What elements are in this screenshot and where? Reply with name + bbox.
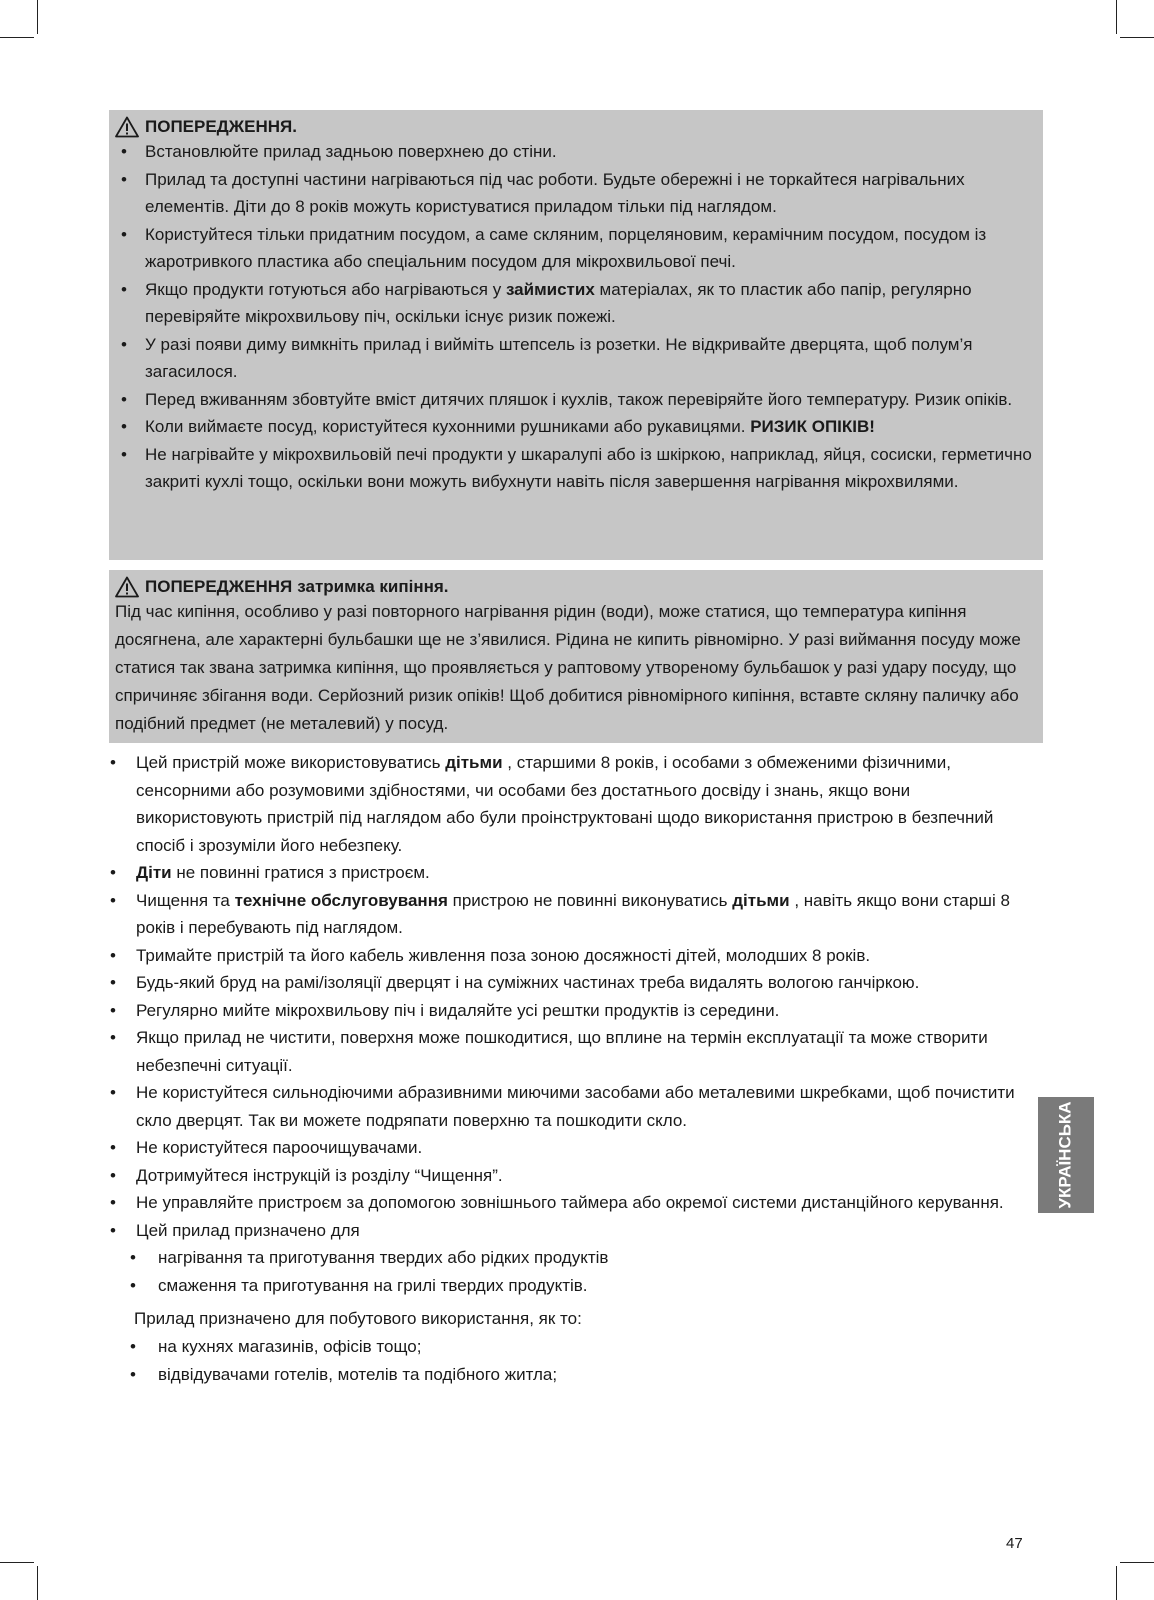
list-item: • нагрівання та приготування твердих або рідких продуктів <box>108 1244 1028 1272</box>
list-item <box>115 221 1033 276</box>
item-text: Тримайте пристрій та його кабель живлення поза зоною досяжності дітей, молодших 8 років. <box>136 945 871 965</box>
item-text: пристрою не повинні виконуватись <box>447 890 733 910</box>
item-text: Не користуйтеся сильнодіючими абразивними миючими засобами або металевими шкребками, щоб почистити скло дверцят. Так ви можете подряпати поверхню та пошкодити скло. <box>136 1083 1015 1130</box>
list-item <box>108 969 1028 997</box>
item-text: Цей прилад призначено для <box>136 1220 360 1240</box>
language-tab-label: УКРАЇНСЬКА <box>1056 1101 1076 1209</box>
item-text: Якщо прилад не чистити, поверхня може пошкодитися, що вплине на термін експлуатації та може створити небезпечні ситуації. <box>136 1028 988 1075</box>
warning-paragraph: Під час кипіння, особливо у разі повторного нагрівання рідин (води), може статися, що температура кипіння досягнена, але характерні бульбашки ще не з’явилися. Рідина не кипить рівномірно. У разі виймання посуду може статися так звана затримка кипіння, що проявляється у раптовому утвореному бульбашок у разі удару посуду, що спричиняє збігання води. Серйозний ризик опіків! Щоб добитися рівномірного кипіння, вставте скляну паличку або подібний предмет (не металевий) у посуд. <box>115 602 1021 733</box>
warning-box-boiling-delay <box>109 570 1043 743</box>
household-text: Прилад призначено для побутового використання, як то: <box>134 1309 582 1328</box>
crop-mark <box>0 37 34 38</box>
safety-list <box>108 749 1028 1244</box>
list-item <box>108 749 1028 859</box>
item-text: Перед вживанням збовтуйте вміст дитячих пляшок і кухлів, також перевіряйте його температуру. Ризик опіків. <box>145 389 1013 409</box>
warning-heading-text: ПОПЕРЕДЖЕННЯ. <box>145 117 297 136</box>
emphasis-text: технічне обслуговування <box>234 890 448 910</box>
purpose-list <box>108 1244 1028 1299</box>
language-tab <box>1038 1097 1094 1213</box>
list-item <box>115 276 1033 331</box>
item-text: Не користуйтеся пароочищувачами. <box>136 1138 423 1157</box>
list-item <box>108 942 1028 970</box>
list-item <box>108 859 1028 887</box>
list-item <box>108 1217 1028 1245</box>
list-item: • на кухнях магазинів, офісів тощо; <box>108 1333 1028 1361</box>
item-text: Коли виймаєте посуд, користуйтеся кухонними рушниками або рукавицями. <box>145 417 751 436</box>
list-item <box>108 1024 1028 1079</box>
crop-mark <box>37 1566 38 1600</box>
crop-mark <box>1120 37 1154 38</box>
crop-mark <box>1120 1562 1154 1563</box>
item-text: У разі появи диму вимкніть прилад і вийміть штепсель із розетки. Не відкривайте дверцята, щоб полум’я загасилося. <box>145 334 973 381</box>
emphasis-text: дітьми <box>445 753 503 772</box>
list-item <box>108 1162 1028 1190</box>
warning-triangle-icon <box>115 116 139 138</box>
list-item <box>108 1189 1028 1217</box>
list-item <box>108 887 1028 942</box>
list-item <box>115 413 1033 441</box>
warning-heading <box>115 576 1033 598</box>
warning-triangle-icon <box>115 576 139 598</box>
list-item <box>115 386 1033 414</box>
item-text: Регулярно мийте мікрохвильову піч і видаляйте усі рештки продуктів із середини. <box>136 1000 780 1020</box>
list-item <box>108 1079 1028 1134</box>
item-text: не повинні гратися з пристроєм. <box>171 863 430 882</box>
item-text: Не управляйте пристроєм за допомогою зовнішнього таймера або окремої системи дистанційного керування. <box>136 1193 1004 1212</box>
item-text: Якщо продукти готуються або нагріваються у <box>145 279 506 299</box>
warning-box-general <box>109 110 1043 560</box>
crop-mark <box>37 0 38 34</box>
item-text: , старшими 8 років, і особами з обмеженими фізичними, сенсорними або розумовими здібностями, чи особами без достатнього досвіду і знань, якщо вони використовують пристрій під наглядом або були проінструктовані щодо використання пристрою в безпечний спосіб і зрозуміли його небезпеку. <box>136 753 994 855</box>
item-text: Встановлюйте прилад задньою поверхнею до стіни. <box>145 142 557 161</box>
item-text: Прилад та доступні частини нагріваються під час роботи. Будьте обережні і не торкайтеся нагрівальних елементів. Діти до 8 років можуть користуватися приладом тільки під наглядом. <box>145 169 965 216</box>
crop-mark <box>0 1562 34 1563</box>
safety-instructions <box>108 749 1028 1388</box>
item-text: матеріалах, як то пластик або папір, регулярно перевіряйте мікрохвильову піч, оскільки існує ризик пожежі. <box>145 279 972 326</box>
crop-mark <box>1116 1566 1117 1600</box>
item-text: Користуйтеся тільки придатним посудом, а саме скляним, порцеляновим, керамічним посудом, посудом із жаротривкого пластика або спеціальним посудом для мікрохвильової печі. <box>145 224 987 271</box>
emphasis-text: дітьми <box>732 890 790 910</box>
warning-subheading: затримка кипіння. <box>297 577 449 596</box>
warning-heading <box>115 116 1033 138</box>
list-item <box>108 1134 1028 1162</box>
list-item: • відвідувачами готелів, мотелів та подібного житла; <box>108 1361 1028 1389</box>
list-item: • смаження та приготування на грилі твердих продуктів. <box>108 1272 1028 1300</box>
warning-list <box>115 138 1033 496</box>
list-item <box>115 138 1033 166</box>
crop-mark <box>1116 0 1117 34</box>
emphasis-text: РИЗИК ОПІКІВ! <box>750 417 875 436</box>
list-item <box>115 331 1033 386</box>
item-text: Будь-який бруд на рамі/ізоляції дверцят і на суміжних частинах треба видалять вологою ганчіркою. <box>136 973 920 992</box>
item-text: Цей пристрій може використовуватись <box>136 753 446 772</box>
warning-heading-text: ПОПЕРЕДЖЕННЯ <box>145 577 293 596</box>
item-text: Не нагрівайте у мікрохвильовій печі продукти у шкаралупі або із шкіркою, наприклад, яйця, сосиски, герметично закриті кухлі тощо, оскільки вони можуть вибухнути навіть після завершення нагрівання мікрохвилями. <box>145 444 1032 491</box>
item-text: , навіть якщо вони старші 8 років і перебувають під наглядом. <box>136 890 1010 937</box>
emphasis-text: займистих <box>505 279 595 299</box>
emphasis-text: Діти <box>136 863 172 882</box>
list-item <box>115 441 1033 496</box>
household-list <box>108 1333 1028 1388</box>
list-item <box>108 997 1028 1025</box>
page-number: 47 <box>1006 1535 1023 1552</box>
item-text: Чищення та <box>136 890 235 910</box>
list-item <box>115 166 1033 221</box>
item-text: Дотримуйтеся інструкцій із розділу “Чищення”. <box>136 1165 503 1185</box>
